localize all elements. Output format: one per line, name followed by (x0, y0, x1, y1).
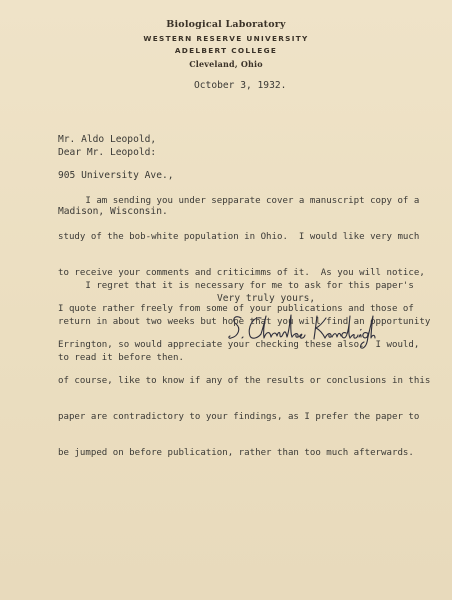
paragraph-line: be jumped on before publication, rather than too much afterwards. (58, 448, 414, 458)
paragraph-line: I quote rather freely from some of your publications and those of (58, 304, 414, 314)
salutation: Dear Mr. Leopold: (58, 147, 157, 158)
signature-drawing (227, 306, 377, 352)
paragraph-line: return in about two weeks but hope that you will find an opportunity (58, 317, 431, 327)
letterhead-university: WESTERN RESERVE UNIVERSITY (143, 34, 309, 43)
paragraph-line: Errington, so would appreciate your checking these also. I would, (58, 340, 420, 350)
paragraph-line: I am sending you under sepparate cover a manuscript copy of a (58, 196, 420, 206)
closing: Very truly yours, (217, 293, 316, 304)
paragraph-line: of course, like to know if any of the results or conclusions in this (58, 376, 431, 386)
paragraph-line: I regret that it is necessary for me to ask for this paper's (58, 281, 414, 291)
recipient-street: 905 University Ave., (58, 170, 174, 181)
recipient-name: Mr. Aldo Leopold, (58, 134, 157, 145)
letterhead-city: Cleveland, Ohio (189, 59, 263, 69)
recipient-city: Madison, Wisconsin. (58, 206, 168, 217)
handwritten-signature (227, 306, 377, 357)
paragraph-line: study of the bob-white population in Ohio. I would like very much (58, 232, 420, 242)
paragraph-line: to read it before then. (58, 353, 184, 363)
letterhead-lab: Biological Laboratory (166, 19, 286, 30)
paragraph-line: paper are contradictory to your findings, as I prefer the paper to (58, 412, 420, 422)
letterhead-college: ADELBERT COLLEGE (174, 46, 278, 55)
letter-date: October 3, 1932. (194, 80, 287, 91)
paragraph-line: to receive your comments and criticimms of it. As you will notice, (58, 268, 425, 278)
